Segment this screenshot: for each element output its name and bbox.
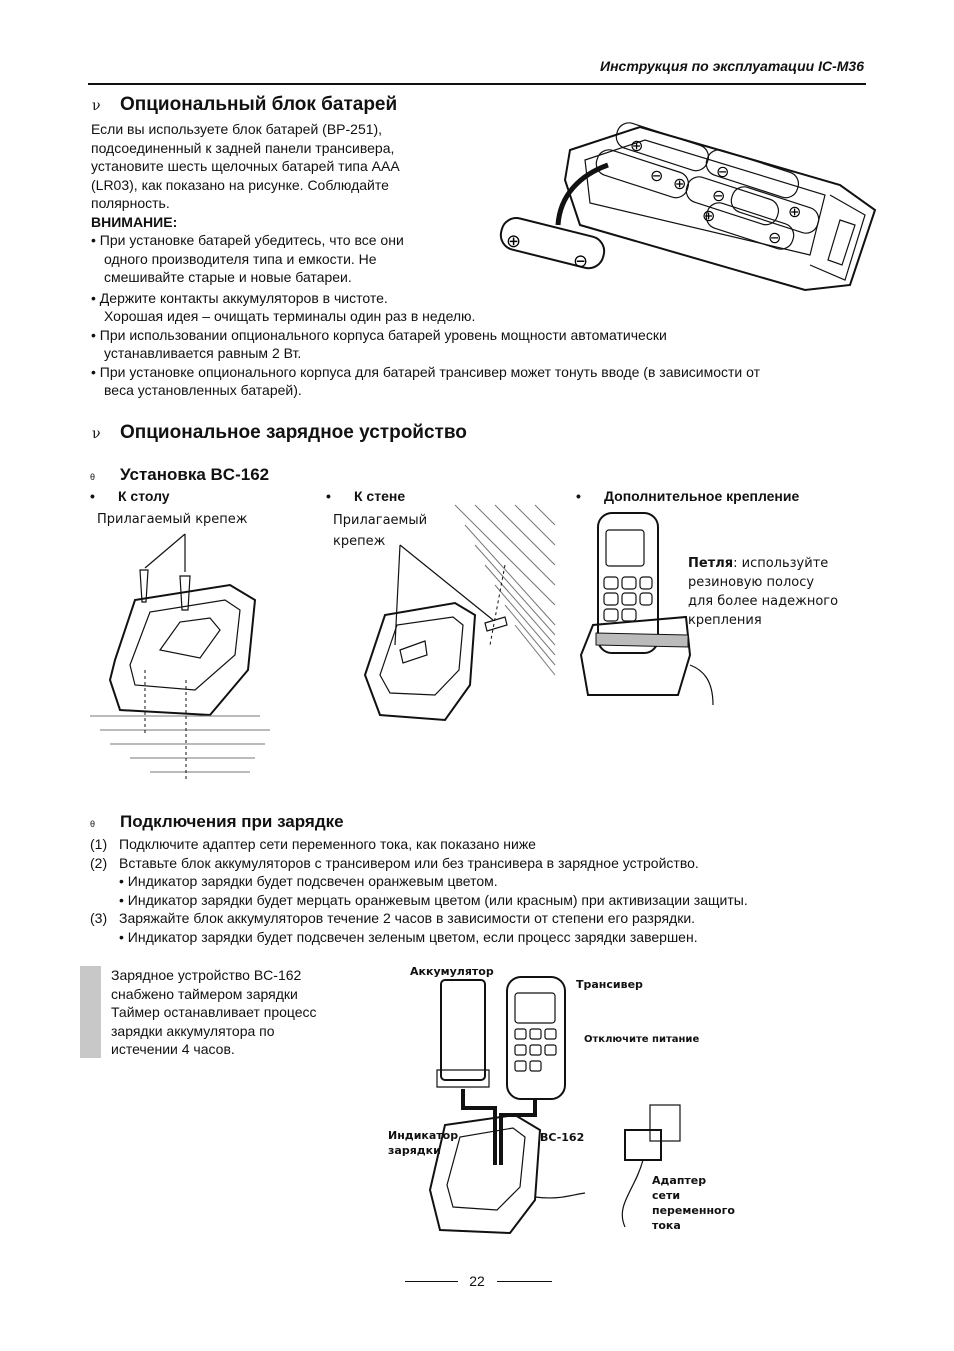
step-subitem: • Индикатор зарядки будет подсвечен оранжевым цветом. [119, 873, 498, 889]
sub-marker: θ [90, 819, 96, 829]
note-line: зарядки аккумулятора по [111, 1022, 275, 1039]
bullet-item: • При установке батарей убедитесь, что все они [91, 232, 404, 248]
table-mount-label: Прилагаемый крепеж [97, 512, 248, 527]
note-line: Зарядное устройство BC-162 [111, 967, 302, 983]
page-number: 22 [469, 1273, 485, 1289]
section-charger-heading [92, 422, 467, 444]
svg-text:⊕: ⊕ [673, 174, 687, 193]
step-item [90, 835, 748, 854]
section-battery-heading [92, 94, 397, 116]
warning-label: ВНИМАНИЕ: [91, 213, 178, 230]
label-line: Прилагаемый [333, 513, 428, 528]
svg-text:⊖: ⊖ [650, 166, 664, 185]
svg-text:⊖: ⊖ [716, 162, 730, 181]
bullet: • [90, 488, 95, 504]
sub-marker: θ [90, 472, 96, 482]
note-line: Таймер останавливает процесс [111, 1004, 317, 1020]
column-label: К стене [354, 488, 406, 504]
bullet-text: При использовании опционального корпуса батарей уровень мощности автоматически [99, 326, 667, 343]
bullet-text: смешивайте старые и новые батареи. [104, 269, 352, 285]
step-subtext: Индикатор зарядки будет подсвечен оранжевым цветом. [127, 873, 498, 889]
note-line: истечении 4 часов. [111, 1041, 235, 1057]
column-wall-title [326, 488, 405, 504]
step-text: Заряжайте блок аккумуляторов течение 2 часов в зависимости от степени его разрядки. [119, 910, 696, 926]
column-table-title [90, 488, 170, 504]
intro-line: Если вы используете блок батарей (BP-251), [91, 121, 383, 137]
bullet-item: • При установке опционального корпуса для батарей трансивер может тонуть вводе (в зависимости от [91, 363, 761, 380]
column-label: Дополнительное крепление [604, 488, 800, 504]
subtitle: Подключения при зарядке [120, 812, 344, 831]
note-sidebar-bar [80, 966, 101, 1058]
charging-steps [90, 835, 748, 946]
fig-power-off-label: Отключите питание [584, 1034, 700, 1045]
bullet-text: одного производителя типа и емкости. Не [104, 250, 377, 267]
bullet-text: Держите контакты аккумуляторов в чистоте. [99, 289, 388, 306]
bullet-item: • При использовании опционального корпуса батарей уровень мощности автоматически [91, 326, 667, 343]
strap-note-line: крепления [688, 613, 762, 628]
label-line: крепеж [333, 534, 386, 549]
section-marker: ν [92, 426, 101, 442]
label-line: переменного [652, 1204, 735, 1217]
strap-note-line: резиновую полосу [688, 575, 815, 590]
svg-text:⊕: ⊕ [788, 202, 802, 221]
step-text: Подключите адаптер сети переменного тока, как показано ниже [119, 836, 536, 852]
header-rule [88, 83, 866, 85]
bullet-text: устанавливается равным 2 Вт. [104, 345, 302, 361]
subtitle: Установка BC-162 [120, 465, 270, 484]
battery-intro [91, 120, 400, 231]
bullet: • [326, 488, 331, 504]
strap-note-line: для более надежного [688, 594, 839, 609]
label-line: сети [652, 1189, 681, 1202]
bullet-text: Хорошая идея – очищать терминалы один раз в неделю. [104, 308, 476, 324]
bullet-text: веса установленных батарей). [104, 382, 302, 398]
battery-cells [593, 120, 822, 253]
step-number: (3) [90, 910, 108, 926]
loose-battery [498, 215, 608, 272]
step-subtext: Индикатор зарядки будет подсвечен зеленым цветом, если процесс зарядки завершен. [127, 928, 698, 945]
column-extra-title [576, 488, 799, 504]
strap-note [688, 554, 838, 630]
step-subtext: Индикатор зарядки будет мерцать оранжевым цветом (или красным) при активизации защиты. [127, 891, 748, 908]
charging-subheading [90, 812, 344, 832]
strap-note-bold: Петля [688, 556, 734, 571]
svg-text:⊕: ⊕ [630, 136, 644, 155]
wall-mount-illustration [355, 505, 555, 735]
bullet: • [576, 488, 581, 504]
section-title: Опциональный блок батарей [120, 94, 398, 115]
label-line: зарядки [388, 1144, 441, 1157]
section-title: Опциональное зарядное устройство [120, 422, 467, 443]
note-line: снабжено таймером зарядки [111, 985, 298, 1002]
intro-line: (LR03), как показано на рисунке. Соблюдайте [91, 176, 389, 193]
step-subitem: • Индикатор зарядки будет подсвечен зеленым цветом, если процесс зарядки завершен. [119, 928, 698, 945]
step-item [90, 854, 748, 873]
label-line: Адаптер [652, 1174, 707, 1187]
bullet-text: При установке опционального корпуса для батарей трансивер может тонуть вводе (в зависимости от [99, 363, 761, 380]
svg-text:⊖: ⊖ [573, 251, 589, 272]
strap-note-line [688, 554, 838, 573]
column-label: К столу [118, 488, 170, 504]
fig-battery-label: Аккумулятор [410, 965, 494, 978]
bullet-item: • Держите контакты аккумуляторов в чистоте. [91, 289, 388, 306]
svg-text:⊖: ⊖ [712, 186, 726, 205]
section-marker: ν [92, 98, 101, 114]
step-item [90, 909, 748, 928]
table-mount-illustration [90, 530, 280, 790]
fig-transceiver-label: Трансивер [576, 978, 643, 991]
label-line: Индикатор [388, 1129, 459, 1142]
step-subitem: • Индикатор зарядки будет мерцать оранжевым цветом (или красным) при активизации защиты. [119, 891, 748, 908]
svg-text:⊕: ⊕ [506, 231, 522, 252]
strap-note-text: : используйте [733, 556, 829, 571]
footer-rule-left [405, 1281, 458, 1282]
note-text [111, 966, 317, 1059]
install-subheading [90, 465, 269, 485]
label-line: тока [652, 1219, 681, 1232]
svg-text:⊕: ⊕ [702, 206, 716, 225]
step-text: Вставьте блок аккумуляторов с трансивером или без трансивера в зарядное устройство. [119, 854, 699, 871]
intro-line: установите шесть щелочных батарей типа AAA [91, 158, 400, 174]
footer-rule-right [497, 1281, 552, 1282]
bullet-text: При установке батарей убедитесь, что все они [99, 232, 404, 248]
step-number: (2) [90, 854, 108, 871]
svg-text:⊖: ⊖ [768, 228, 782, 247]
fig-indicator-label [388, 1128, 458, 1158]
document-header-title: Инструкция по эксплуатации IC-M36 [600, 58, 864, 74]
intro-line: полярность. [91, 195, 170, 211]
step-number: (1) [90, 836, 108, 852]
fig-model-label: BC-162 [540, 1131, 585, 1144]
battery-case-illustration [490, 115, 880, 295]
intro-line: подсоединенный к задней панели трансивера, [91, 139, 395, 156]
fig-adapter-label [652, 1173, 735, 1233]
